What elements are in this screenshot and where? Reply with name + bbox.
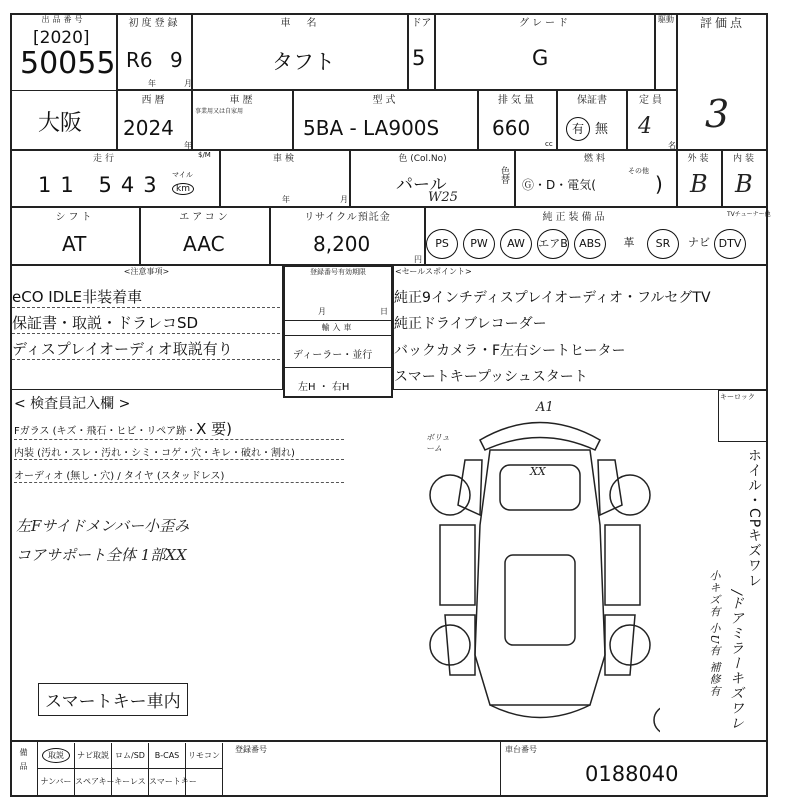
interior-label: 内装	[732, 154, 757, 164]
lot-label: 出品番号	[41, 15, 86, 24]
doors-label: ドア	[411, 18, 432, 29]
color-code: W25	[428, 190, 458, 205]
km-option-circled: km	[172, 183, 194, 195]
rear-bumper	[490, 705, 590, 718]
color-label: 色 (Col.No)	[398, 154, 447, 164]
equip-aw: AW	[500, 229, 532, 259]
doors: 5	[412, 46, 426, 70]
year-unit: 年	[184, 141, 192, 150]
notes-label: <注意事項>	[123, 267, 170, 276]
inspector-label: < 検査員記入欄 >	[14, 396, 131, 412]
shift-label: シフト	[55, 212, 95, 223]
first-reg-label: 初度登録	[128, 18, 181, 29]
recycle-label: リサイクル預託金	[304, 212, 391, 223]
tire-fl	[430, 475, 470, 515]
fuel-close-paren: )	[655, 172, 663, 196]
tire-fr	[610, 475, 650, 515]
inspection-year: 年	[282, 195, 290, 204]
inspection-month: 月	[340, 195, 348, 204]
capacity: 4	[638, 114, 652, 139]
spare-tire	[654, 706, 660, 734]
first-reg-era: R6	[126, 48, 153, 72]
accessory: スペアキー	[75, 769, 112, 795]
lot-number: 50055	[20, 46, 116, 81]
recycle-fee: 8,200	[313, 232, 371, 256]
score-label: 評価点	[699, 16, 745, 30]
equip-sr: SR	[647, 229, 679, 259]
note-line: ディスプレイオーディオ取説有り	[12, 338, 280, 360]
equipment-label: 純正装備品	[542, 212, 608, 223]
chassis-no-label: 車台番号	[505, 745, 537, 754]
warranty-no: 無	[595, 122, 609, 137]
reg-expiry-label: 登録番号有効期限	[310, 268, 366, 276]
accessories-grid	[38, 743, 223, 795]
equip-pw: PW	[463, 229, 495, 259]
equip-navi: ナビ	[688, 236, 710, 249]
cc-unit: cc	[545, 140, 553, 148]
interior-condition-line: 内装 (汚れ・スレ・汚れ・シミ・コゲ・穴・キレ・破れ・割れ)	[14, 444, 344, 460]
fuel-options: Ⓖ・D・電気(	[522, 178, 596, 192]
registration-no-label: 登録番号	[235, 745, 267, 754]
chassis-number: 0188040	[585, 762, 679, 786]
smart-key-stamp: スマートキー車内	[38, 683, 188, 716]
mile-option: マイル	[172, 171, 193, 179]
handwritten-note: コアサポート全体 1部XX	[16, 546, 187, 564]
fglass-line: Fガラス (キズ・飛石・ヒビ・リペア跡・X 要)	[14, 418, 344, 440]
side-note: /ドアミラーキズワレ	[728, 590, 744, 731]
warranty-yes: 有	[566, 117, 590, 141]
fuel-other: その他	[628, 167, 649, 175]
reg-expiry-day: 日	[380, 307, 388, 316]
interior-grade: B	[735, 170, 753, 198]
accessory: スマートキー	[149, 769, 186, 795]
tv-label: TVチューナー他	[727, 211, 771, 218]
sales-point: バックカメラ・F左右シートヒーター	[394, 343, 626, 359]
unit-month: 月	[184, 79, 192, 88]
color: パール	[396, 175, 447, 195]
roof	[505, 555, 575, 645]
displacement: 660	[492, 116, 531, 140]
audio-tire-line: オーディオ (無し・穴) / タイヤ (スタッドレス)	[14, 467, 344, 483]
accessory: ナンバー	[38, 769, 75, 795]
model-label: 型式	[372, 95, 399, 106]
sales-point: 純正ドライブレコーダー	[394, 316, 547, 332]
car-body	[475, 450, 605, 705]
side-note: 小キズ有 小U有 補修有	[708, 570, 721, 698]
mileage-unit-label: $/M	[198, 151, 211, 159]
grade: G	[532, 46, 549, 70]
lot-year: [2020]	[33, 28, 90, 48]
accessory-manual-circled: 取説	[42, 748, 70, 763]
equipment-list	[426, 229, 751, 259]
western-year-label: 西暦	[141, 95, 168, 106]
equip-airbag: エアB	[537, 229, 569, 259]
equip-ps: PS	[426, 229, 458, 259]
aircon: AAC	[183, 232, 225, 256]
unit-year: 年	[148, 79, 156, 88]
equip-leather: 革	[623, 236, 635, 249]
damage-mark-a1: A1	[536, 400, 554, 415]
aircon-label: エアコン	[179, 212, 231, 223]
car-name: タフト	[272, 50, 335, 74]
accessory: B-CAS	[149, 743, 186, 769]
sales-points-label: <セールスポイント>	[395, 267, 472, 276]
score: 3	[705, 92, 730, 136]
car-damage-diagram	[420, 405, 660, 735]
damage-mark-volume: ボリューム	[426, 433, 450, 453]
reg-expiry-month: 月	[318, 307, 326, 316]
capacity-label: 定員	[639, 95, 665, 106]
first-reg-month: 9	[170, 48, 183, 72]
keylock-label: キーロック	[720, 393, 755, 401]
doors	[440, 525, 640, 605]
capacity-unit: 名	[668, 141, 676, 150]
history-sub: 事業用又は自家用	[195, 108, 244, 115]
accessory: ロム/SD	[112, 743, 149, 769]
car-name-label: 車 名	[280, 18, 320, 29]
warranty-label: 保証書	[577, 95, 607, 106]
drive-label: 駆動	[658, 15, 674, 24]
exterior-grade: B	[690, 170, 708, 198]
tire-rr	[610, 625, 650, 665]
shift: AT	[62, 232, 87, 256]
mileage-label: 走行	[92, 154, 117, 164]
accessory: ナビ取説	[75, 743, 112, 769]
yen-unit: 円	[414, 255, 422, 264]
displacement-label: 排気量	[498, 95, 537, 106]
damage-mark-xx: XX	[530, 465, 546, 478]
color-change-label: 色替	[499, 166, 509, 184]
location: 大阪	[38, 111, 83, 136]
inspection-label: 車検	[272, 154, 297, 164]
grade-label: グレード	[519, 18, 571, 29]
accessories-label: 備品	[19, 748, 28, 776]
equip-abs: ABS	[574, 229, 606, 259]
steering-side: 左H ・ 右H	[298, 382, 350, 393]
equip-dtv: DTV	[714, 229, 746, 259]
note-line: 保証書・取説・ドラレコSD	[12, 312, 280, 334]
western-year: 2024	[123, 116, 174, 140]
import-label: 輸入車	[321, 323, 355, 332]
accessory: キーレス	[112, 769, 149, 795]
fuel-label: 燃料	[583, 154, 608, 164]
sales-point: 純正9インチディスプレイオーディオ・フルセグTV	[394, 290, 711, 306]
side-note: ホイル・CPキズワレ	[746, 448, 762, 589]
sales-point: スマートキープッシュスタート	[394, 369, 588, 385]
history-label: 車歴	[229, 95, 256, 106]
dealer-parallel: ディーラー・並行	[293, 350, 373, 361]
model: 5BA - LA900S	[303, 116, 440, 140]
accessory: リモコン	[186, 743, 223, 769]
handwritten-note: 左Fサイドメンバー小歪み	[16, 517, 190, 535]
exterior-label: 外装	[687, 154, 712, 164]
tire-rl	[430, 625, 470, 665]
mileage-value: 11 543	[38, 173, 166, 197]
front-bumper	[480, 423, 600, 451]
note-line: eCO IDLE非装着車	[12, 286, 280, 308]
